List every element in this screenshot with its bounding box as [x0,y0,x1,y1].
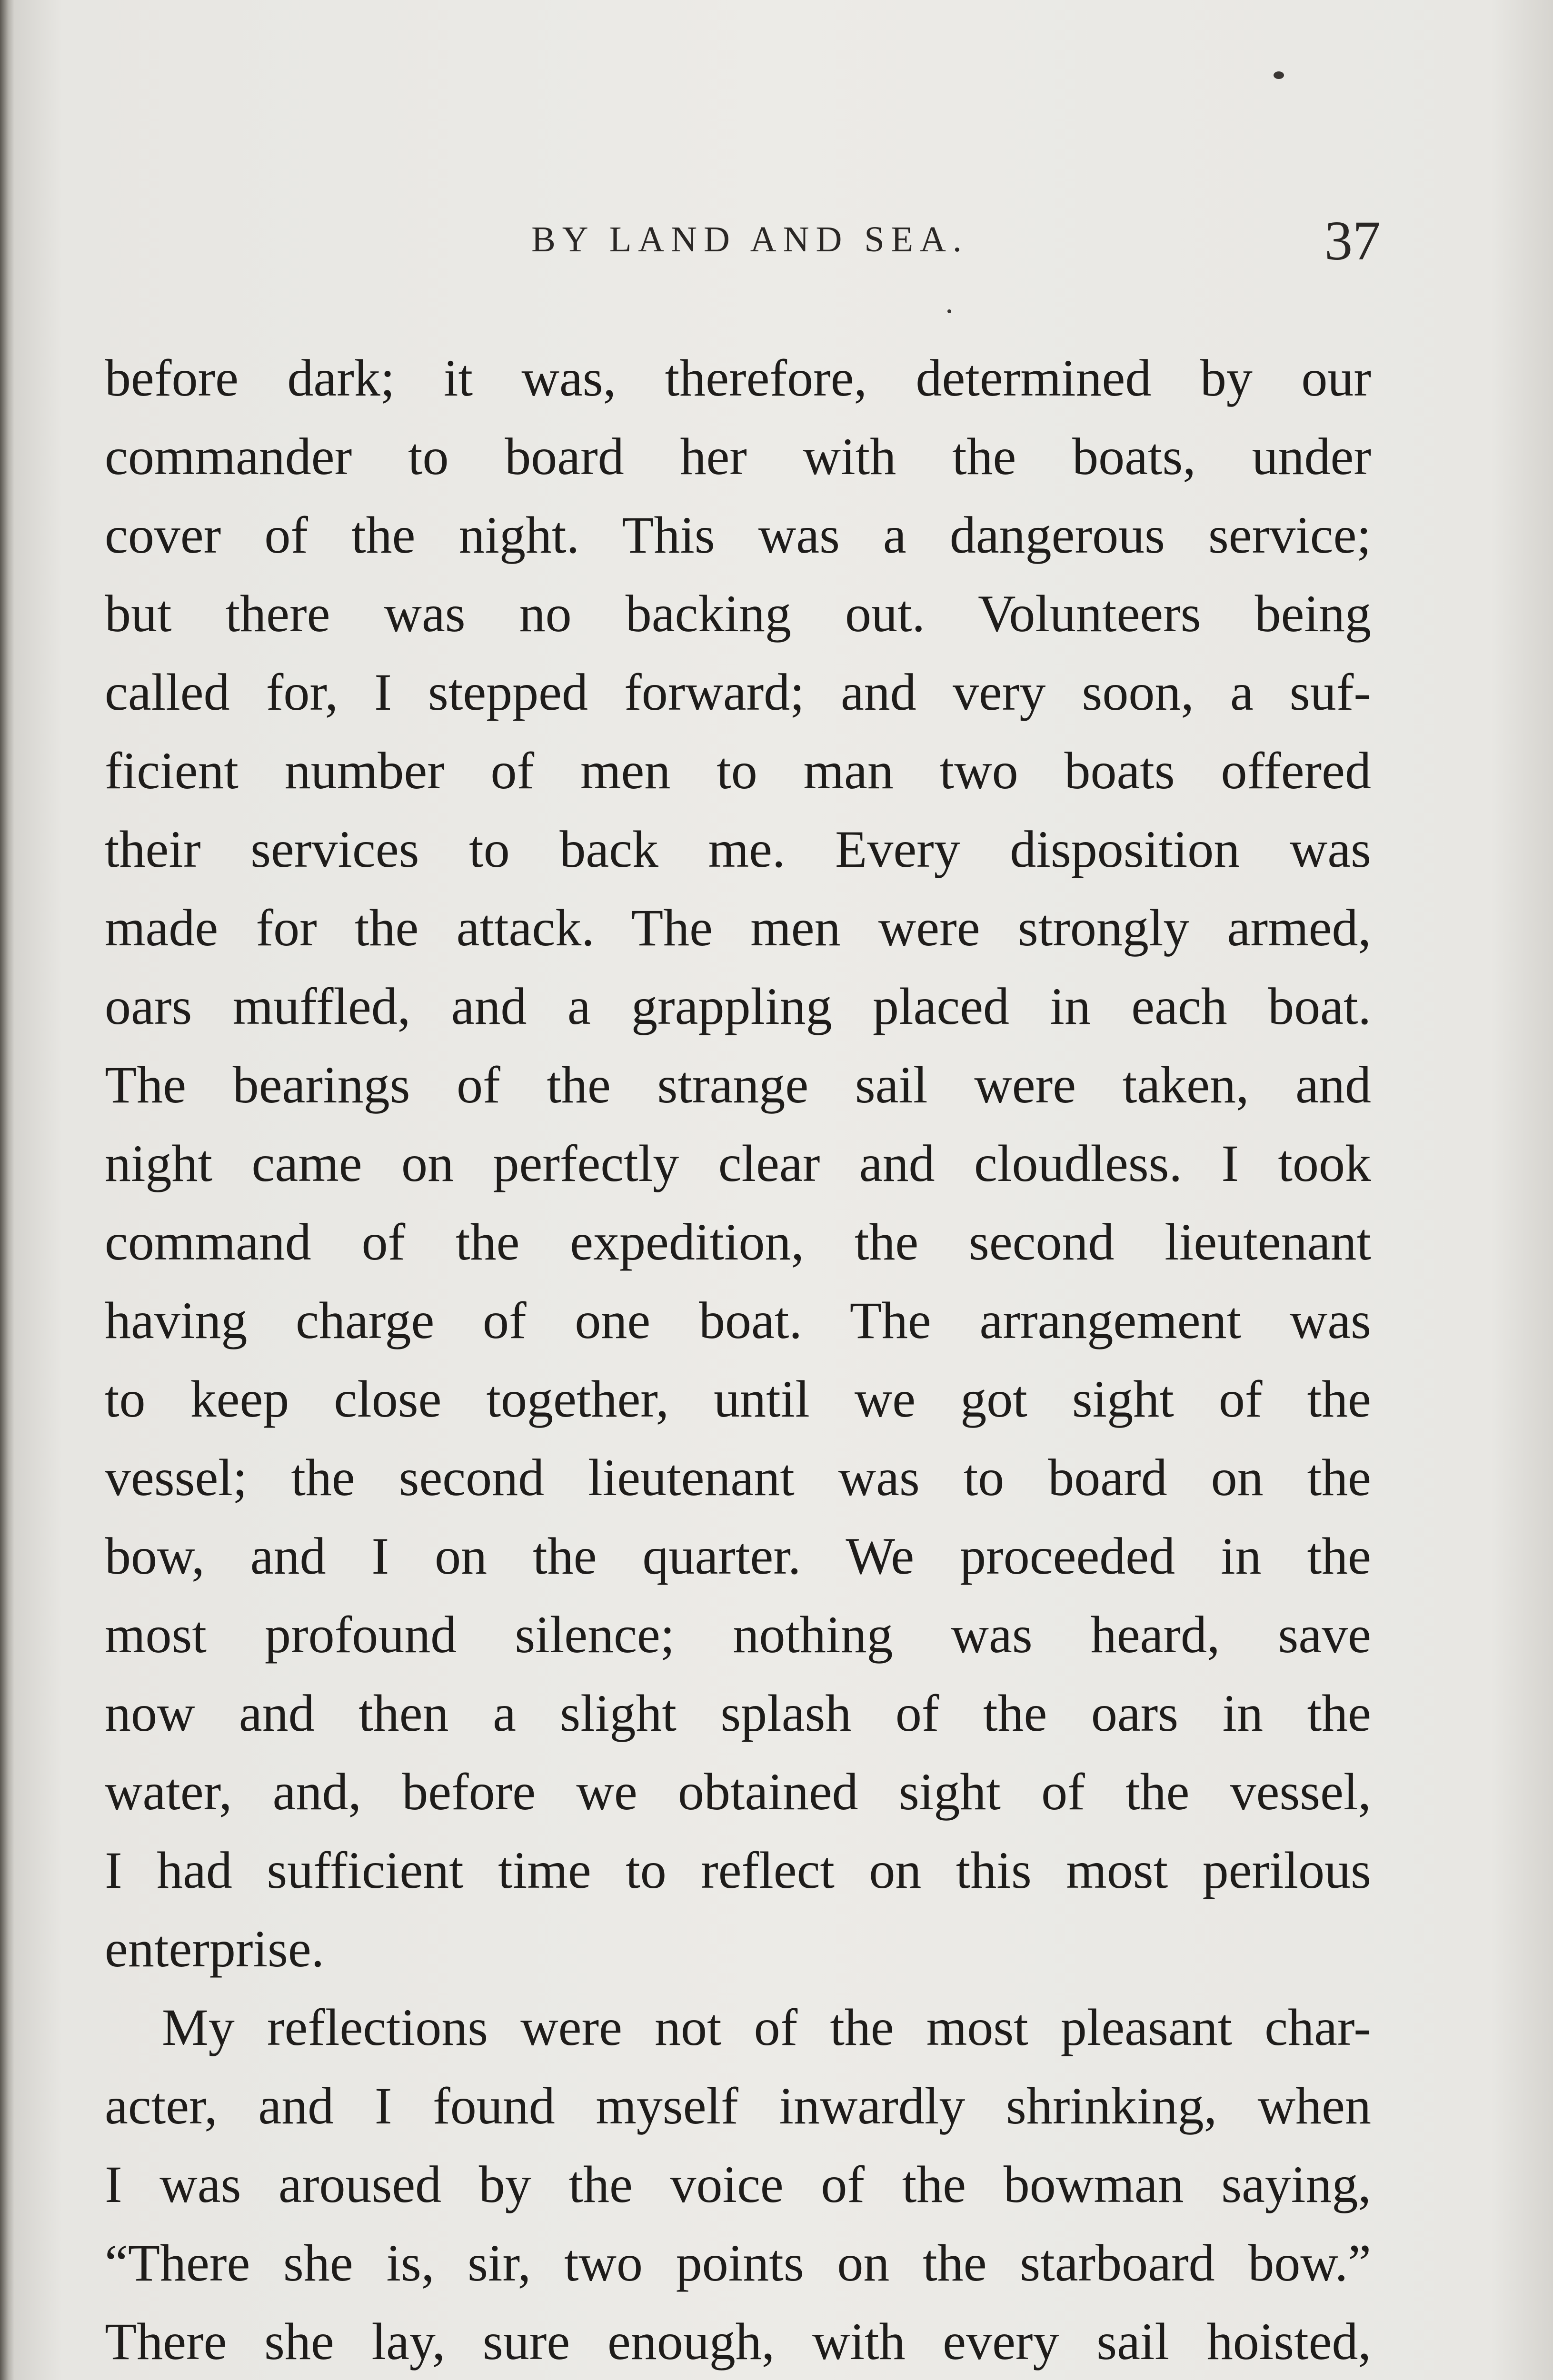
body-text [105,339,1371,2380]
text-line: but there was no backing out. Volunteers being [105,585,1371,643]
text-line: The bearings of the strange sail were taken, and [105,1056,1371,1114]
text-line: most profound silence; nothing was heard, save [105,1606,1371,1664]
binding-shadow [0,0,14,2380]
text-line: their services to back me. Every disposition was [105,820,1371,878]
text-line: I was aroused by the voice of the bowman saying, [105,2155,1371,2213]
text-line: water, and, before we obtained sight of the vessel, [105,1763,1371,1821]
text-line: There she lay, sure enough, with every sail hoisted, [105,2312,1371,2370]
running-title: BY LAND AND SEA. [531,219,968,259]
text-line: commander to board her with the boats, under [105,427,1371,486]
text-line: made for the attack. The men were strongly armed, [105,899,1371,957]
text-line: having charge of one boat. The arrangement was [105,1291,1371,1349]
running-head [0,205,1553,271]
text-line: command of the expedition, the second lieutenant [105,1213,1371,1271]
paragraph-end-line: enterprise. [105,1920,325,1978]
paper-speck [947,309,951,313]
text-line: vessel; the second lieutenant was to board on the [105,1448,1371,1507]
text-line: cover of the night. This was a dangerous service; [105,506,1371,564]
text-line: bow, and I on the quarter. We proceeded in the [105,1527,1371,1585]
text-line: oars muffled, and a grappling placed in each boat. [105,977,1371,1035]
text-line: I had sufficient time to reflect on this most perilous [105,1841,1371,1899]
text-line: acter, and I found myself inwardly shrinking, when [105,2077,1371,2135]
text-line: before dark; it was, therefore, determined by our [105,349,1371,407]
text-line: night came on perfectly clear and cloudless. I took [105,1134,1371,1192]
text-line: now and then a slight splash of the oars in the [105,1684,1371,1742]
page-number: 37 [1324,209,1381,272]
paragraph-start-line: My reflections were not of the most pleasant char- [162,1998,1371,2056]
text-line: called for, I stepped forward; and very soon, a suf- [105,663,1371,721]
text-line: ficient number of men to man two boats offered [105,742,1371,800]
text-line: “There she is, sir, two points on the starboard bow.” [105,2234,1371,2292]
paper-speck [1274,71,1284,79]
text-line: to keep close together, until we got sight of the [105,1370,1371,1428]
